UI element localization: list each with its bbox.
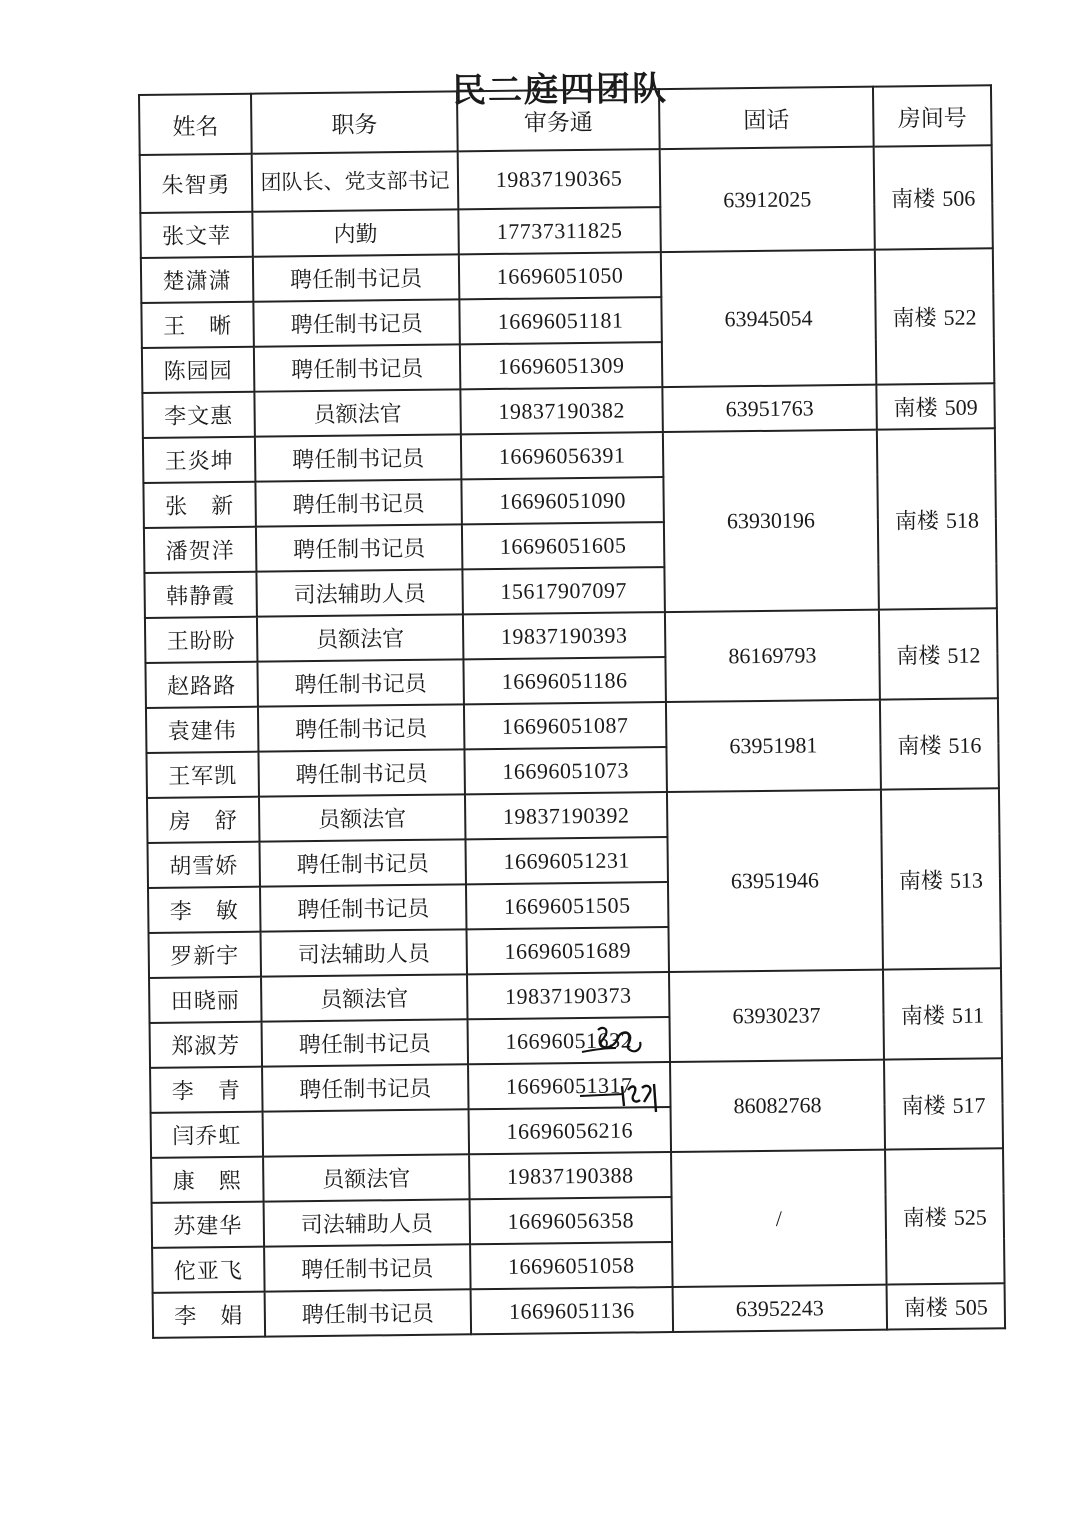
room-label: 南楼 (897, 733, 942, 759)
cell-room (883, 968, 1002, 1059)
cell-tel: 16696051309 (460, 342, 662, 389)
room-number: 517 (952, 1091, 986, 1118)
cell-tel: 19837190365 (458, 149, 661, 209)
cell-tel: 16696051087 (464, 702, 666, 749)
cell-name: 张文苹 (140, 212, 253, 258)
cell-phone: 63951981 (666, 700, 881, 792)
cell-tel: 16696051186 (463, 657, 665, 704)
table-row (145, 608, 997, 663)
cell-name: 郑淑芳 (150, 1022, 263, 1068)
cell-role: 聘任制书记员 (253, 254, 459, 301)
cell-role: 聘任制书记员 (255, 479, 461, 526)
cell-role: 聘任制书记员 (257, 659, 463, 706)
room-number: 522 (943, 304, 977, 330)
room-label: 南楼 (896, 643, 941, 669)
cell-name: 韩静霞 (144, 572, 257, 618)
roster-body (140, 145, 1005, 1338)
cell-tel: 19837190373 (467, 972, 669, 1019)
cell-role: 聘任制书记员 (260, 884, 466, 931)
cell-room (887, 1283, 1006, 1329)
room-number: 511 (951, 1001, 985, 1028)
table-row (147, 788, 999, 843)
cell-role: 聘任制书记员 (255, 434, 461, 481)
cell-phone: 63912025 (660, 147, 875, 252)
room-number: 516 (948, 731, 982, 758)
cell-name: 田晓丽 (149, 977, 262, 1023)
cell-phone: 63945054 (661, 250, 877, 387)
cell-role: 司法辅助人员 (264, 1199, 470, 1246)
cell-room (885, 1148, 1005, 1284)
cell-role: 司法辅助人员 (261, 929, 467, 976)
room-number: 518 (945, 506, 980, 533)
cell-name: 陈园园 (142, 347, 255, 393)
room-number: 506 (942, 185, 976, 211)
cell-name: 胡雪娇 (147, 842, 260, 888)
room-label: 南楼 (894, 508, 940, 534)
cell-tel: 19837190392 (465, 792, 667, 839)
room-label: 南楼 (892, 305, 937, 332)
cell-role: 聘任制书记员 (259, 839, 465, 886)
cell-tel: 16696051181 (459, 297, 661, 344)
cell-name: 李文惠 (142, 392, 255, 438)
cell-phone: 63930196 (663, 430, 879, 612)
cell-room (877, 428, 997, 609)
cell-role: 员额法官 (263, 1154, 469, 1201)
cell-name: 康 熙 (151, 1157, 264, 1203)
cell-role: 聘任制书记员 (258, 704, 464, 751)
cell-room (879, 608, 998, 699)
cell-role: 聘任制书记员 (265, 1289, 471, 1336)
table-row (150, 1058, 1002, 1113)
room-number: 525 (953, 1204, 987, 1230)
cell-role: 司法辅助人员 (256, 569, 462, 616)
header-phone: 固话 (659, 87, 874, 149)
cell-tel: 17737311825 (458, 207, 660, 254)
cell-role (263, 1109, 469, 1156)
cell-name: 张 新 (143, 482, 256, 528)
cell-tel: 16696051231 (465, 837, 667, 884)
room-label: 南楼 (903, 1295, 948, 1322)
cell-tel: 19837190382 (460, 387, 662, 434)
cell-name: 闫乔虹 (151, 1112, 264, 1158)
cell-name: 朱智勇 (140, 154, 253, 213)
room-label: 南楼 (898, 868, 944, 894)
cell-room (881, 788, 1001, 969)
cell-tel: 16696056391 (461, 432, 663, 479)
table-row (141, 248, 993, 303)
cell-name: 李 娟 (153, 1292, 266, 1338)
cell-room (880, 698, 999, 789)
cell-name: 李 青 (150, 1067, 263, 1113)
cell-role: 聘任制书记员 (254, 344, 460, 391)
table-row (153, 1283, 1005, 1338)
cell-role: 团队长、党支部书记 (252, 151, 459, 211)
cell-name: 王 晰 (141, 302, 254, 348)
cell-name: 李 敏 (148, 887, 261, 933)
cell-tel: 16696051073 (464, 747, 666, 794)
cell-tel: 16696051090 (461, 477, 663, 524)
cell-tel: 16696051632 (468, 1017, 670, 1064)
cell-role: 聘任制书记员 (256, 524, 462, 571)
room-number: 513 (949, 866, 984, 893)
cell-name: 王炎坤 (143, 437, 256, 483)
cell-tel: 16696051058 (470, 1242, 672, 1289)
cell-tel: 16696051605 (462, 522, 664, 569)
cell-room (876, 383, 995, 429)
header-row (139, 85, 992, 155)
header-room: 房间号 (873, 85, 992, 146)
cell-name: 房 舒 (147, 797, 260, 843)
cell-tel: 19837190393 (463, 612, 665, 659)
cell-role: 聘任制书记员 (262, 1064, 468, 1111)
cell-role: 员额法官 (254, 389, 460, 436)
room-label: 南楼 (900, 1003, 946, 1029)
header-role: 职务 (251, 91, 458, 153)
cell-phone: 63952243 (673, 1285, 887, 1332)
cell-role: 聘任制书记员 (264, 1244, 470, 1291)
cell-role: 聘任制书记员 (262, 1019, 468, 1066)
cell-tel: 16696056358 (470, 1197, 672, 1244)
cell-phone: 86082768 (670, 1060, 885, 1152)
table-row (149, 968, 1001, 1023)
table-row (140, 145, 993, 213)
cell-tel: 16696051689 (466, 927, 668, 974)
cell-name: 潘贺洋 (144, 527, 257, 573)
cell-tel: 16696056216 (469, 1107, 671, 1154)
cell-name: 苏建华 (152, 1202, 265, 1248)
cell-name: 王盼盼 (145, 617, 258, 663)
header-tel: 审务通 (457, 89, 660, 151)
cell-phone: 63930237 (669, 970, 884, 1062)
cell-tel: 16696051505 (466, 882, 668, 929)
room-label: 南楼 (902, 1205, 947, 1232)
room-label: 南楼 (893, 395, 938, 422)
cell-name: 袁建伟 (146, 707, 259, 753)
cell-name: 罗新宇 (149, 932, 262, 978)
cell-phone: 86169793 (665, 610, 880, 702)
cell-tel: 16696051317 (468, 1062, 670, 1109)
cell-phone: 63951946 (667, 790, 883, 972)
header-name: 姓名 (139, 94, 252, 155)
roster-sheet (138, 84, 1004, 1354)
cell-role: 聘任制书记员 (258, 749, 464, 796)
cell-name: 佗亚飞 (152, 1247, 265, 1293)
cell-tel: 16696051136 (471, 1287, 673, 1334)
cell-name: 楚潇潇 (141, 257, 254, 303)
cell-role: 聘任制书记员 (253, 299, 459, 346)
cell-room (874, 145, 993, 249)
room-number: 505 (954, 1294, 988, 1320)
cell-tel: 16696051050 (459, 252, 661, 299)
table-row (146, 698, 998, 753)
cell-role: 员额法官 (257, 614, 463, 661)
cell-name: 王军凯 (146, 752, 259, 798)
cell-phone: 63951763 (662, 385, 876, 432)
table-row (151, 1148, 1003, 1203)
cell-room (884, 1058, 1003, 1149)
cell-room (875, 248, 995, 384)
room-number: 509 (944, 394, 978, 420)
room-number: 512 (947, 641, 981, 668)
cell-name: 赵路路 (145, 662, 258, 708)
cell-role: 员额法官 (259, 794, 465, 841)
cell-phone: / (671, 1150, 887, 1287)
cell-role: 员额法官 (261, 974, 467, 1021)
cell-role: 内勤 (252, 209, 458, 256)
cell-tel: 19837190388 (469, 1152, 671, 1199)
room-label: 南楼 (891, 186, 936, 213)
room-label: 南楼 (901, 1093, 946, 1119)
roster-table (138, 84, 1006, 1339)
document-title: 民二庭四团队 (451, 68, 669, 112)
cell-tel: 15617907097 (462, 567, 664, 614)
table-row (143, 428, 995, 483)
